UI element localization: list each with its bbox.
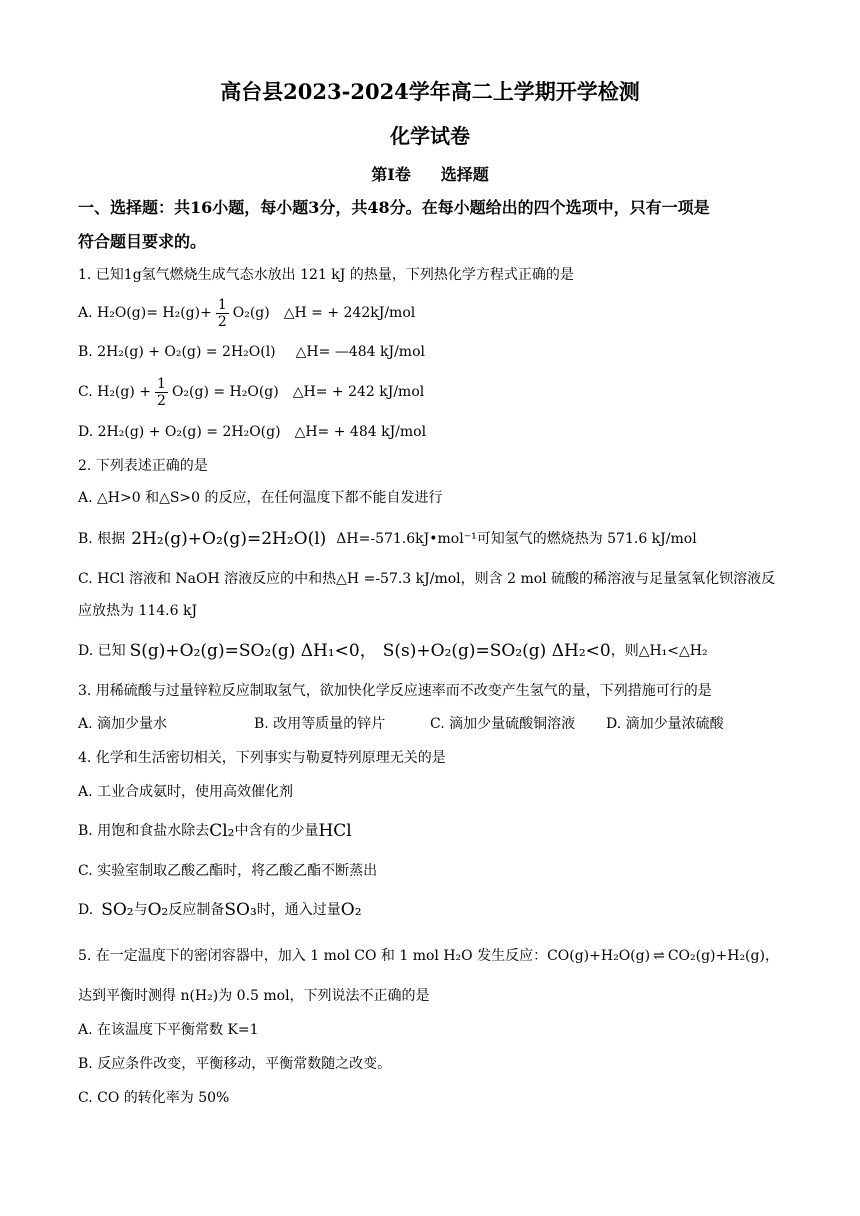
q4-b-formula-hcl: HCl: [318, 821, 352, 841]
q2-option-b: [78, 526, 697, 552]
q1-c-enthalpy: △H= + 242 kJ/mol: [292, 384, 425, 400]
q1-b-enthalpy: △H= —484 kJ/mol: [295, 344, 425, 360]
q3-option-c: C. 滴加少量硫酸铜溶液: [430, 716, 576, 732]
q1-a-post: O₂(g): [232, 305, 270, 321]
q5-stem-pre: 5. 在一定温度下的密闭容器中，加入 1 mol CO 和 1 mol H₂O 发生反应：CO(g)+H₂O(g): [78, 948, 651, 964]
q2-stem: 2. 下列表述正确的是: [78, 458, 208, 474]
q4-d-formula-o2: O₂: [147, 900, 169, 920]
q1-option-a: [78, 293, 415, 333]
q4-d-mid1: 与: [133, 902, 148, 918]
q1-d-eq: D. 2H₂(g) + O₂(g) = 2H₂O(g): [78, 424, 281, 440]
equilibrium-arrow-icon: ⇌: [653, 948, 665, 964]
fraction-denominator: 2: [157, 392, 166, 409]
q4-d-pre: D.: [78, 902, 94, 918]
q1-a-fraction: [216, 297, 229, 330]
q1-b-eq: B. 2H₂(g) + O₂(g) = 2H₂O(l): [78, 344, 276, 360]
q4-stem: 4. 化学和生活密切相关，下列事实与勒夏特列原理无关的是: [78, 750, 446, 766]
q1-option-c: [78, 372, 424, 412]
exam-subject: 化学试卷: [390, 124, 470, 148]
q5-stem-post: CO₂(g)+H₂(g)，: [667, 948, 779, 964]
q1-c-pre: C. H₂(g) +: [78, 384, 152, 400]
q4-option-c: C. 实验室制取乙酸乙酯时，将乙酸乙酯不断蒸出: [78, 863, 378, 879]
q2-b-enthalpy: ΔH=-571.6kJ•mol⁻¹: [336, 531, 477, 547]
q2-d-post: ，则△H₁<△H₂: [610, 643, 708, 659]
q3-option-b: B. 改用等质量的锌片: [254, 716, 386, 732]
q1-stem: 1. 已知1g氢气燃烧生成气态水放出 121 kJ 的热量，下列热化学方程式正确的是: [78, 267, 574, 283]
q1-option-d: [78, 422, 426, 442]
q2-option-a: A. △H>0 和△S>0 的反应，在任何温度下都不能自发进行: [78, 490, 443, 506]
q1-a-pre: A. H₂O(g)= H₂(g)+: [78, 305, 212, 321]
q5-option-c: C. CO 的转化率为 50%: [78, 1090, 230, 1106]
q5-stem-line1: [78, 946, 779, 966]
part-heading: [0, 162, 860, 185]
q1-c-fraction: [155, 376, 168, 409]
q2-option-c-line1: C. HCl 溶液和 NaOH 溶液反应的中和热△H =-57.3 kJ/mol，则含 2 mol 硫酸的稀溶液与足量氢氧化钡溶液反: [78, 571, 776, 587]
q4-option-b: [78, 818, 352, 844]
q2-d-equation-1: S(g)+O₂(g)=SO₂(g) ΔH₁<0，: [129, 641, 377, 661]
q2-b-post: 可知氢气的燃烧热为 571.6 kJ/mol: [476, 531, 697, 547]
q4-d-mid2: 反应制备: [168, 902, 225, 918]
part-label: 第I卷: [371, 165, 411, 184]
q4-b-mid: 中含有的少量: [234, 823, 319, 839]
q5-option-b: B. 反应条件改变，平衡移动，平衡常数随之改变。: [78, 1056, 392, 1072]
q2-option-c-line2: 应放热为 114.6 kJ: [78, 603, 198, 619]
exam-title: 高台县2023-2024学年高二上学期开学检测: [220, 79, 640, 104]
fraction-numerator: 1: [217, 296, 227, 313]
q2-d-pre: D. 已知: [78, 643, 126, 659]
q2-b-equation: 2H₂(g)+O₂(g)=2H₂O(l): [131, 529, 327, 549]
q4-b-pre: B. 用饱和食盐水除去: [78, 823, 210, 839]
q2-option-d: [78, 638, 708, 664]
q2-d-equation-2: S(s)+O₂(g)=SO₂(g) ΔH₂<0: [382, 641, 611, 661]
part-name: 选择题: [440, 165, 489, 184]
q3-options: [78, 714, 778, 734]
fraction-numerator: 1: [157, 375, 166, 392]
q4-d-formula-o2-excess: O₂: [340, 900, 362, 920]
q1-d-enthalpy: △H= + 484 kJ/mol: [294, 424, 427, 440]
q4-d-formula-so2: SO₂: [101, 900, 134, 920]
fraction-denominator: 2: [217, 313, 227, 330]
q4-d-formula-so3: SO₃: [224, 900, 257, 920]
q3-option-a: A. 滴加少量水: [78, 716, 168, 732]
q1-a-enthalpy: △H = + 242kJ/mol: [283, 305, 416, 321]
q1-c-post: O₂(g) = H₂O(g): [171, 384, 279, 400]
q4-option-d: [78, 897, 362, 923]
q3-stem: 3. 用稀硫酸与过量锌粒反应制取氢气，欲加快化学反应速率而不改变产生氢气的量，下列措施可行的是: [78, 683, 712, 699]
q3-option-d: D. 滴加少量浓硫酸: [606, 716, 724, 732]
section-instructions-line1: 一、选择题：共16小题，每小题3分，共48分。在每小题给出的四个选项中，只有一项是: [78, 198, 710, 217]
q4-option-a: A. 工业合成氨时，使用高效催化剂: [78, 784, 294, 800]
q5-stem-line2: 达到平衡时测得 n(H₂)为 0.5 mol，下列说法不正确的是: [78, 988, 430, 1004]
q1-option-b: [78, 342, 425, 362]
section-instructions-line2: 符合题目要求的。: [78, 232, 207, 251]
q4-b-formula-cl2: Cl₂: [209, 821, 235, 841]
q2-b-pre: B. 根据: [78, 531, 126, 547]
q5-option-a: A. 在该温度下平衡常数 K=1: [78, 1022, 259, 1038]
q4-d-mid3: 时，通入过量: [256, 902, 341, 918]
